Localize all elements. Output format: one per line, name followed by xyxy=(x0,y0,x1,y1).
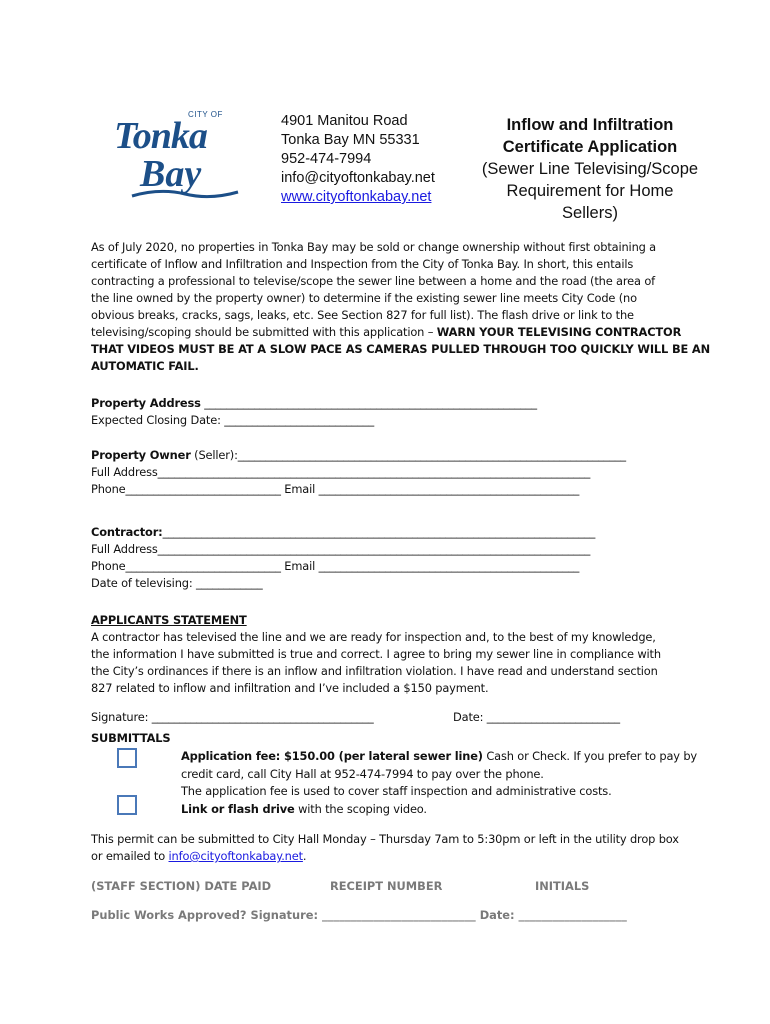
property-address-field[interactable] xyxy=(91,395,691,412)
contractor-section xyxy=(91,524,691,592)
contractor-address-field[interactable]: Full Address______________________________________________________________________________ xyxy=(91,542,591,556)
intro-line: As of July 2020, no properties in Tonka Bay may be sold or change ownership without first obtaining a xyxy=(91,240,657,254)
contractor-name-field[interactable] xyxy=(91,524,691,541)
address-email: info@cityoftonkabay.net xyxy=(281,170,435,186)
document-title xyxy=(470,114,710,224)
logo-city-of: CITY OF xyxy=(188,110,223,119)
televising-date-field[interactable]: Date of televising: ____________ xyxy=(91,576,263,590)
statement-line: A contractor has televised the line and we are ready for inspection and, to the best of my knowledge, xyxy=(91,630,656,644)
logo-tonka: Tonka xyxy=(114,115,207,157)
address-street: 4901 Manitou Road xyxy=(281,113,408,129)
email-link[interactable]: info@cityoftonkabay.net xyxy=(168,849,303,863)
intro-text: televising/scoping should be submitted with this application – xyxy=(91,325,437,339)
title-line-4: Requirement for Home xyxy=(506,182,674,200)
submittals-heading: SUBMITTALS xyxy=(91,731,171,745)
fee-label: Application fee: $150.00 (per lateral sewer line) xyxy=(181,749,483,763)
public-works-approval[interactable]: Public Works Approved? Signature: ___________________________ Date: ___________________ xyxy=(91,908,627,922)
statement-heading: APPLICANTS STATEMENT xyxy=(91,613,247,627)
intro-line xyxy=(91,324,691,341)
intro-line: the line owned by the property owner) to determine if the existing sewer line meets City Code (no xyxy=(91,291,637,305)
contractor-label: Contractor: xyxy=(91,525,163,539)
property-address-label: Property Address xyxy=(91,396,201,410)
signature-field[interactable]: Signature: ________________________________________ xyxy=(91,710,374,724)
warning-text: WARN YOUR TELEVISING CONTRACTOR xyxy=(436,325,682,339)
address-phone: 952-474-7994 xyxy=(281,151,372,167)
owner-phone-email-field[interactable]: Phone____________________________ Email _______________________________________________ xyxy=(91,482,580,496)
permit-line xyxy=(91,848,691,865)
owner-suffix: (Seller): xyxy=(190,448,238,462)
statement-line: the City’s ordinances if there is an inflow and infiltration violation. I have read and understand section xyxy=(91,664,658,678)
owner-label: Property Owner xyxy=(91,448,191,462)
logo-bay: Bay xyxy=(140,153,202,195)
fee-line: The application fee is used to cover staff inspection and administrative costs. xyxy=(181,784,612,798)
link-line xyxy=(181,801,691,819)
address-city: Tonka Bay MN 55331 xyxy=(281,132,420,148)
staff-initials: INITIALS xyxy=(535,879,590,893)
staff-date-paid: (STAFF SECTION) DATE PAID xyxy=(91,879,272,893)
permit-info xyxy=(91,831,691,865)
closing-date-label: Expected Closing Date: xyxy=(91,413,221,427)
signature-date-row xyxy=(453,709,673,726)
contractor-name-blank[interactable]: ______________________________________________________________________________ xyxy=(162,525,596,539)
statement-line: the information I have submitted is true and correct. I agree to bring my sewer line in compliance with xyxy=(91,647,661,661)
signature-date-field[interactable]: Date: ________________________ xyxy=(453,710,620,724)
link-text: with the scoping video. xyxy=(294,801,427,816)
intro-paragraph xyxy=(91,239,710,375)
permit-line: This permit can be submitted to City Hall Monday – Thursday 7am to 5:30pm or left in the utility drop box xyxy=(91,832,679,846)
fee-text: Cash or Check. If you prefer to pay by xyxy=(482,749,698,763)
contractor-phone-email-field[interactable]: Phone____________________________ Email _______________________________________________ xyxy=(91,559,580,573)
fee-line: credit card, call City Hall at 952-474-7994 to pay over the phone. xyxy=(181,766,544,781)
application-fee-checkbox[interactable] xyxy=(117,748,137,768)
property-address-blank[interactable]: ____________________________________________________________ xyxy=(200,396,537,410)
permit-text: or emailed to xyxy=(91,849,169,863)
title-line-5: Sellers) xyxy=(562,204,618,222)
intro-line: contracting a professional to televise/scope the sewer line between a home and the road (the area of xyxy=(91,274,656,288)
logo-wave-icon xyxy=(130,188,240,202)
address-block xyxy=(281,112,435,207)
closing-date-field[interactable] xyxy=(91,412,691,429)
closing-date-blank[interactable]: ___________________________ xyxy=(220,413,374,427)
permit-text: . xyxy=(302,849,307,863)
fee-line xyxy=(181,748,698,766)
warning-text: AUTOMATIC FAIL. xyxy=(91,359,199,373)
applicants-statement xyxy=(91,612,691,697)
owner-section xyxy=(91,447,691,498)
title-line-3: (Sewer Line Televising/Scope xyxy=(481,160,699,178)
owner-name-field[interactable] xyxy=(91,447,691,464)
title-line-2: Certificate Application xyxy=(502,138,678,156)
intro-line: obvious breaks, cracks, sags, leaks, etc. See Section 827 for full list). The flash drive or link to the xyxy=(91,308,634,322)
city-logo xyxy=(110,110,250,202)
owner-address-field[interactable]: Full Address______________________________________________________________________________ xyxy=(91,465,591,479)
staff-receipt-number: RECEIPT NUMBER xyxy=(330,879,443,893)
property-section xyxy=(91,395,691,429)
owner-name-blank[interactable]: ______________________________________________________________________ xyxy=(237,448,626,462)
title-line-1: Inflow and Infiltration xyxy=(506,116,674,134)
statement-line: 827 related to inflow and infiltration and I’ve included a $150 payment. xyxy=(91,681,489,695)
link-label: Link or flash drive xyxy=(181,801,295,816)
warning-text: THAT VIDEOS MUST BE AT A SLOW PACE AS CAMERAS PULLED THROUGH TOO QUICKLY WILL BE AN xyxy=(91,342,710,356)
website-link[interactable]: www.cityoftonkabay.net xyxy=(281,189,432,205)
intro-line: certificate of Inflow and Infiltration and Inspection from the City of Tonka Bay. In short, this entails xyxy=(91,257,634,271)
submittals-list xyxy=(181,748,698,818)
flash-drive-checkbox[interactable] xyxy=(117,795,137,815)
